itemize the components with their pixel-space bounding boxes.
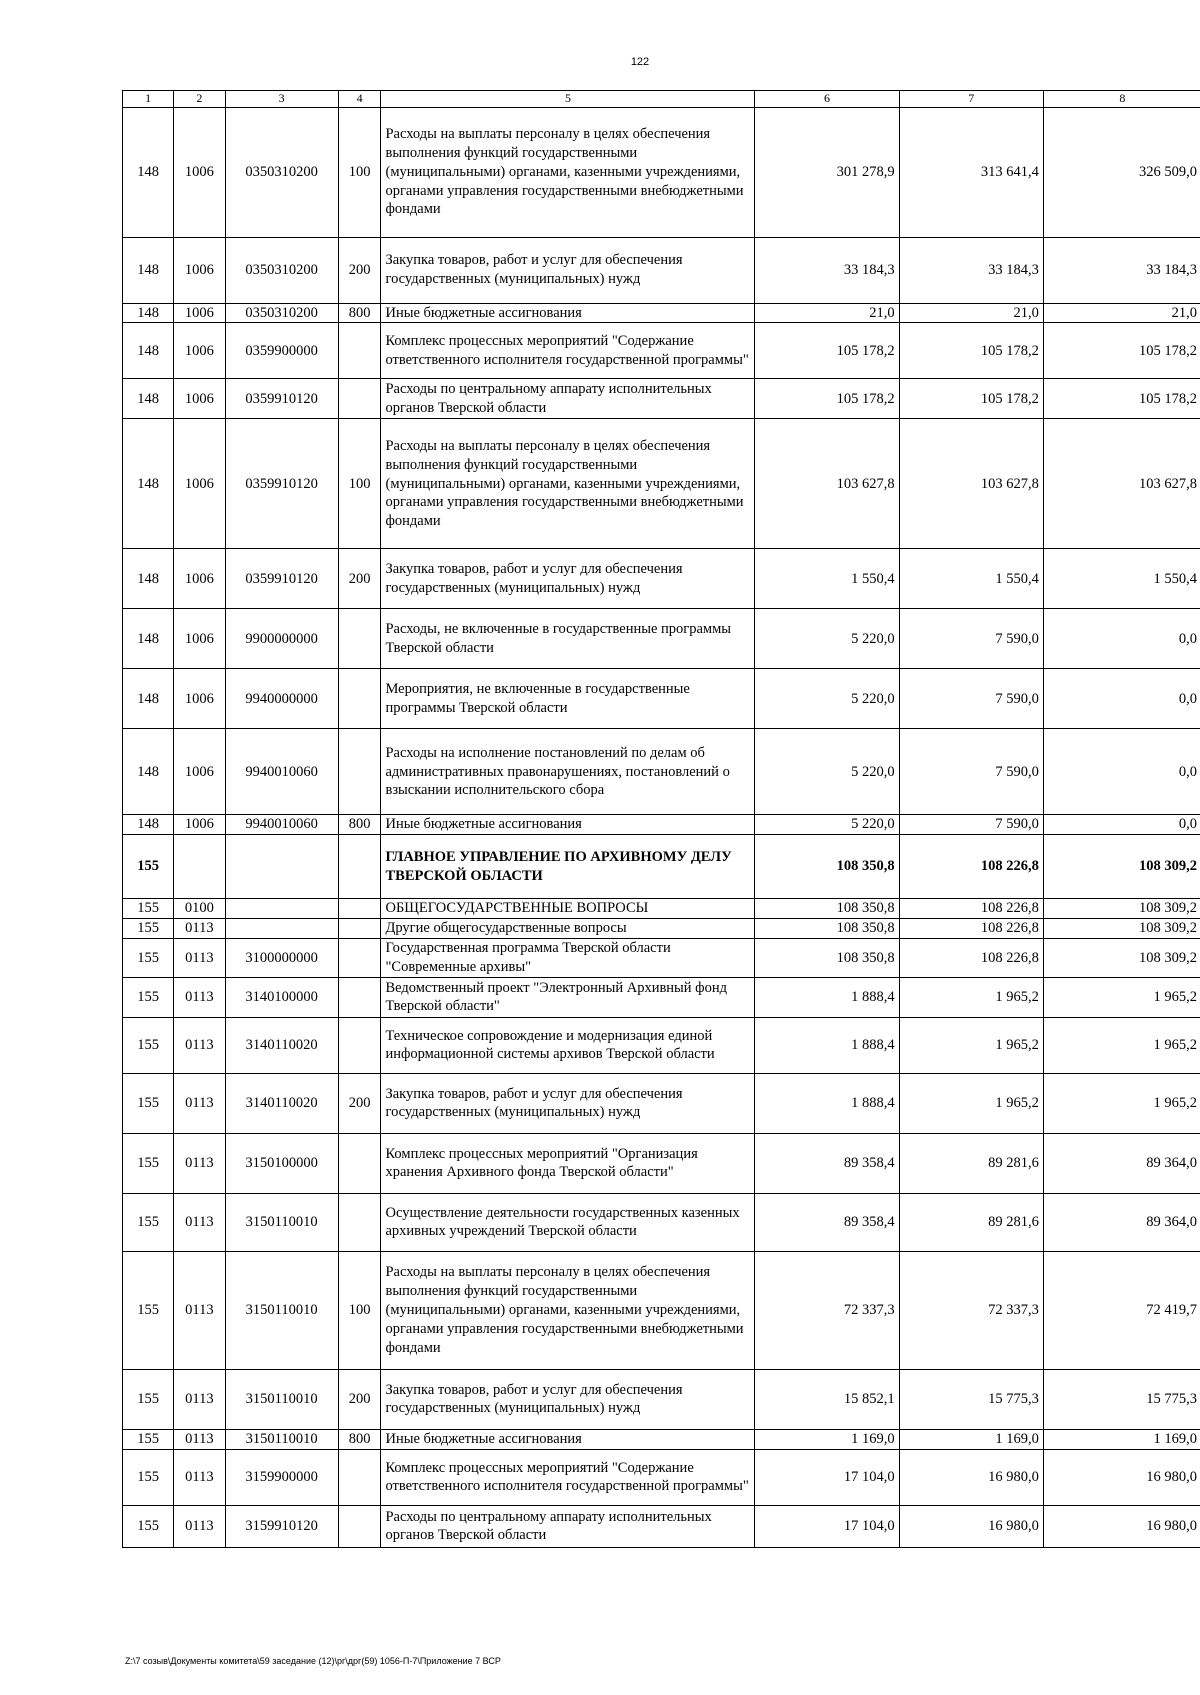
- item-name-cell: Техническое сопровождение и модернизация единой информационной системы архивов Тверской области: [381, 1017, 755, 1073]
- item-name-cell: Закупка товаров, работ и услуг для обеспечения государственных (муниципальных) нужд: [381, 1073, 755, 1133]
- target-article-cell: 0359910120: [225, 549, 338, 609]
- amount-year-2-cell: 7 590,0: [899, 815, 1043, 835]
- table-row: [123, 237, 1200, 303]
- target-article-cell: 9940000000: [225, 669, 338, 729]
- amount-year-3-cell: 105 178,2: [1043, 379, 1200, 419]
- section-code-cell: 1006: [174, 379, 225, 419]
- expense-type-cell: [338, 919, 381, 939]
- col-header-2: 2: [174, 91, 225, 108]
- section-code-cell: [174, 835, 225, 899]
- ved-code-cell: 148: [123, 303, 174, 323]
- amount-year-3-cell: 21,0: [1043, 303, 1200, 323]
- expense-type-cell: 100: [338, 1251, 381, 1369]
- amount-year-3-cell: 1 965,2: [1043, 1017, 1200, 1073]
- amount-year-3-cell: 103 627,8: [1043, 419, 1200, 549]
- expense-type-cell: 800: [338, 303, 381, 323]
- section-code-cell: 0113: [174, 919, 225, 939]
- expense-type-cell: 200: [338, 1369, 381, 1429]
- amount-year-3-cell: 1 965,2: [1043, 1073, 1200, 1133]
- section-code-cell: 0113: [174, 1251, 225, 1369]
- item-name-cell: Комплекс процессных мероприятий "Содержание ответственного исполнителя государственной программы": [381, 323, 755, 379]
- ved-code-cell: 155: [123, 919, 174, 939]
- target-article-cell: 3150110010: [225, 1193, 338, 1251]
- ved-code-cell: 148: [123, 379, 174, 419]
- amount-year-3-cell: 89 364,0: [1043, 1193, 1200, 1251]
- col-header-4: 4: [338, 91, 381, 108]
- ved-code-cell: 155: [123, 1369, 174, 1429]
- item-name-cell: ГЛАВНОЕ УПРАВЛЕНИЕ ПО АРХИВНОМУ ДЕЛУ ТВЕРСКОЙ ОБЛАСТИ: [381, 835, 755, 899]
- table-row: [123, 303, 1200, 323]
- table-row: [123, 107, 1200, 237]
- amount-year-2-cell: 7 590,0: [899, 609, 1043, 669]
- ved-code-cell: 155: [123, 1073, 174, 1133]
- amount-year-2-cell: 33 184,3: [899, 237, 1043, 303]
- col-header-8: 8: [1043, 91, 1200, 108]
- budget-table: [122, 90, 1200, 1548]
- target-article-cell: [225, 835, 338, 899]
- amount-year-1-cell: 17 104,0: [755, 1449, 899, 1505]
- col-header-1: 1: [123, 91, 174, 108]
- amount-year-1-cell: 1 888,4: [755, 977, 899, 1017]
- ved-code-cell: 155: [123, 899, 174, 919]
- ved-code-cell: 148: [123, 609, 174, 669]
- amount-year-1-cell: 1 550,4: [755, 549, 899, 609]
- col-header-6: 6: [755, 91, 899, 108]
- table-row: [123, 419, 1200, 549]
- amount-year-3-cell: 0,0: [1043, 815, 1200, 835]
- target-article-cell: 0350310200: [225, 237, 338, 303]
- section-code-cell: 1006: [174, 609, 225, 669]
- expense-type-cell: 800: [338, 1429, 381, 1449]
- amount-year-2-cell: 16 980,0: [899, 1505, 1043, 1547]
- amount-year-1-cell: 89 358,4: [755, 1193, 899, 1251]
- section-code-cell: 1006: [174, 669, 225, 729]
- item-name-cell: Закупка товаров, работ и услуг для обеспечения государственных (муниципальных) нужд: [381, 549, 755, 609]
- table-row: [123, 729, 1200, 815]
- amount-year-1-cell: 72 337,3: [755, 1251, 899, 1369]
- expense-type-cell: [338, 1193, 381, 1251]
- amount-year-3-cell: 108 309,2: [1043, 939, 1200, 978]
- section-code-cell: 0100: [174, 899, 225, 919]
- amount-year-2-cell: 108 226,8: [899, 939, 1043, 978]
- expense-type-cell: [338, 939, 381, 978]
- amount-year-3-cell: 0,0: [1043, 729, 1200, 815]
- table-row: [123, 919, 1200, 939]
- table-row: [123, 1251, 1200, 1369]
- table-row: [123, 815, 1200, 835]
- amount-year-3-cell: 1 965,2: [1043, 977, 1200, 1017]
- expense-type-cell: 800: [338, 815, 381, 835]
- amount-year-3-cell: 108 309,2: [1043, 919, 1200, 939]
- item-name-cell: Иные бюджетные ассигнования: [381, 303, 755, 323]
- section-code-cell: 0113: [174, 1449, 225, 1505]
- expense-type-cell: [338, 899, 381, 919]
- section-code-cell: 1006: [174, 323, 225, 379]
- ved-code-cell: 155: [123, 1193, 174, 1251]
- amount-year-1-cell: 105 178,2: [755, 379, 899, 419]
- amount-year-3-cell: 105 178,2: [1043, 323, 1200, 379]
- amount-year-3-cell: 1 169,0: [1043, 1429, 1200, 1449]
- amount-year-3-cell: 33 184,3: [1043, 237, 1200, 303]
- amount-year-1-cell: 301 278,9: [755, 107, 899, 237]
- amount-year-2-cell: 108 226,8: [899, 835, 1043, 899]
- ved-code-cell: 148: [123, 669, 174, 729]
- target-article-cell: 3159910120: [225, 1505, 338, 1547]
- amount-year-2-cell: 1 965,2: [899, 1073, 1043, 1133]
- col-header-7: 7: [899, 91, 1043, 108]
- expense-type-cell: 200: [338, 549, 381, 609]
- table-row: [123, 1073, 1200, 1133]
- table-row: [123, 1193, 1200, 1251]
- item-name-cell: Комплекс процессных мероприятий "Содержание ответственного исполнителя государственной программы": [381, 1449, 755, 1505]
- table-row: [123, 1133, 1200, 1193]
- target-article-cell: 3150110010: [225, 1429, 338, 1449]
- table-body: [123, 107, 1200, 1547]
- amount-year-3-cell: 0,0: [1043, 669, 1200, 729]
- amount-year-3-cell: 72 419,7: [1043, 1251, 1200, 1369]
- table-row: [123, 1369, 1200, 1429]
- amount-year-2-cell: 108 226,8: [899, 919, 1043, 939]
- ved-code-cell: 155: [123, 1505, 174, 1547]
- item-name-cell: Расходы на выплаты персоналу в целях обеспечения выполнения функций государственными (муниципальными) органами, казенными учреждениями, органами управления государственными внебюджетными фондами: [381, 1251, 755, 1369]
- ved-code-cell: 155: [123, 1251, 174, 1369]
- amount-year-2-cell: 103 627,8: [899, 419, 1043, 549]
- target-article-cell: 0350310200: [225, 107, 338, 237]
- ved-code-cell: 148: [123, 815, 174, 835]
- expense-type-cell: [338, 977, 381, 1017]
- amount-year-2-cell: 1 169,0: [899, 1429, 1043, 1449]
- amount-year-1-cell: 108 350,8: [755, 919, 899, 939]
- section-code-cell: 0113: [174, 1505, 225, 1547]
- amount-year-2-cell: 16 980,0: [899, 1449, 1043, 1505]
- item-name-cell: Иные бюджетные ассигнования: [381, 815, 755, 835]
- ved-code-cell: 155: [123, 1133, 174, 1193]
- expense-type-cell: [338, 379, 381, 419]
- ved-code-cell: 148: [123, 549, 174, 609]
- footer-file-path: Z:\7 созыв\Документы комитета\59 заседание (12)\рг\дрг(59) 1056-П-7\Приложение 7 ВСР: [125, 1656, 501, 1666]
- item-name-cell: Расходы на выплаты персоналу в целях обеспечения выполнения функций государственными (муниципальными) органами, казенными учреждениями, органами управления государственными внебюджетными фондами: [381, 107, 755, 237]
- amount-year-3-cell: 0,0: [1043, 609, 1200, 669]
- col-header-5: 5: [381, 91, 755, 108]
- section-code-cell: 0113: [174, 1073, 225, 1133]
- amount-year-2-cell: 21,0: [899, 303, 1043, 323]
- amount-year-1-cell: 89 358,4: [755, 1133, 899, 1193]
- amount-year-1-cell: 105 178,2: [755, 323, 899, 379]
- amount-year-1-cell: 108 350,8: [755, 899, 899, 919]
- item-name-cell: Расходы, не включенные в государственные программы Тверской области: [381, 609, 755, 669]
- amount-year-3-cell: 326 509,0: [1043, 107, 1200, 237]
- table-row: [123, 977, 1200, 1017]
- target-article-cell: 3150110010: [225, 1251, 338, 1369]
- table-row: [123, 669, 1200, 729]
- section-code-cell: 0113: [174, 1193, 225, 1251]
- amount-year-2-cell: 108 226,8: [899, 899, 1043, 919]
- amount-year-1-cell: 1 888,4: [755, 1073, 899, 1133]
- item-name-cell: ОБЩЕГОСУДАРСТВЕННЫЕ ВОПРОСЫ: [381, 899, 755, 919]
- amount-year-2-cell: 7 590,0: [899, 669, 1043, 729]
- ved-code-cell: 148: [123, 237, 174, 303]
- amount-year-2-cell: 15 775,3: [899, 1369, 1043, 1429]
- table-row: [123, 899, 1200, 919]
- expense-type-cell: [338, 323, 381, 379]
- amount-year-1-cell: 103 627,8: [755, 419, 899, 549]
- expense-type-cell: 200: [338, 1073, 381, 1133]
- amount-year-1-cell: 21,0: [755, 303, 899, 323]
- section-code-cell: 1006: [174, 107, 225, 237]
- ved-code-cell: 155: [123, 835, 174, 899]
- item-name-cell: Иные бюджетные ассигнования: [381, 1429, 755, 1449]
- amount-year-1-cell: 5 220,0: [755, 815, 899, 835]
- target-article-cell: 3100000000: [225, 939, 338, 978]
- item-name-cell: Расходы по центральному аппарату исполнительных органов Тверской области: [381, 1505, 755, 1547]
- target-article-cell: 3140110020: [225, 1073, 338, 1133]
- amount-year-2-cell: 72 337,3: [899, 1251, 1043, 1369]
- target-article-cell: 9940010060: [225, 815, 338, 835]
- amount-year-1-cell: 15 852,1: [755, 1369, 899, 1429]
- item-name-cell: Закупка товаров, работ и услуг для обеспечения государственных (муниципальных) нужд: [381, 1369, 755, 1429]
- amount-year-1-cell: 1 169,0: [755, 1429, 899, 1449]
- section-code-cell: 1006: [174, 237, 225, 303]
- table-row: [123, 1017, 1200, 1073]
- item-name-cell: Расходы на выплаты персоналу в целях обеспечения выполнения функций государственными (муниципальными) органами, казенными учреждениями, органами управления государственными внебюджетными фондами: [381, 419, 755, 549]
- amount-year-1-cell: 5 220,0: [755, 729, 899, 815]
- item-name-cell: Ведомственный проект "Электронный Архивный фонд Тверской области": [381, 977, 755, 1017]
- ved-code-cell: 148: [123, 729, 174, 815]
- amount-year-2-cell: 1 550,4: [899, 549, 1043, 609]
- target-article-cell: 3159900000: [225, 1449, 338, 1505]
- expense-type-cell: [338, 1017, 381, 1073]
- item-name-cell: Закупка товаров, работ и услуг для обеспечения государственных (муниципальных) нужд: [381, 237, 755, 303]
- target-article-cell: 0350310200: [225, 303, 338, 323]
- ved-code-cell: 155: [123, 1017, 174, 1073]
- table-row: [123, 939, 1200, 978]
- amount-year-3-cell: 108 309,2: [1043, 899, 1200, 919]
- amount-year-3-cell: 15 775,3: [1043, 1369, 1200, 1429]
- item-name-cell: Другие общегосударственные вопросы: [381, 919, 755, 939]
- item-name-cell: Государственная программа Тверской области "Современные архивы": [381, 939, 755, 978]
- amount-year-2-cell: 313 641,4: [899, 107, 1043, 237]
- page-number: 122: [630, 56, 650, 68]
- expense-type-cell: [338, 835, 381, 899]
- amount-year-3-cell: 89 364,0: [1043, 1133, 1200, 1193]
- section-code-cell: 0113: [174, 939, 225, 978]
- target-article-cell: 0359910120: [225, 419, 338, 549]
- header-row: [123, 91, 1200, 108]
- section-code-cell: 1006: [174, 549, 225, 609]
- table-row: [123, 835, 1200, 899]
- target-article-cell: 9940010060: [225, 729, 338, 815]
- section-code-cell: 0113: [174, 1133, 225, 1193]
- amount-year-1-cell: 5 220,0: [755, 669, 899, 729]
- ved-code-cell: 148: [123, 419, 174, 549]
- section-code-cell: 1006: [174, 815, 225, 835]
- amount-year-1-cell: 33 184,3: [755, 237, 899, 303]
- amount-year-2-cell: 1 965,2: [899, 1017, 1043, 1073]
- amount-year-1-cell: 108 350,8: [755, 939, 899, 978]
- ved-code-cell: 155: [123, 1449, 174, 1505]
- section-code-cell: 0113: [174, 1369, 225, 1429]
- section-code-cell: 1006: [174, 729, 225, 815]
- item-name-cell: Осуществление деятельности государственных казенных архивных учреждений Тверской области: [381, 1193, 755, 1251]
- target-article-cell: 3150110010: [225, 1369, 338, 1429]
- item-name-cell: Комплекс процессных мероприятий "Организация хранения Архивного фонда Тверской области": [381, 1133, 755, 1193]
- expense-type-cell: [338, 1449, 381, 1505]
- table-row: [123, 379, 1200, 419]
- amount-year-2-cell: 1 965,2: [899, 977, 1043, 1017]
- section-code-cell: 0113: [174, 1017, 225, 1073]
- ved-code-cell: 155: [123, 1429, 174, 1449]
- amount-year-2-cell: 7 590,0: [899, 729, 1043, 815]
- table-row: [123, 609, 1200, 669]
- target-article-cell: 3140110020: [225, 1017, 338, 1073]
- amount-year-3-cell: 108 309,2: [1043, 835, 1200, 899]
- target-article-cell: [225, 899, 338, 919]
- section-code-cell: 1006: [174, 303, 225, 323]
- expense-type-cell: 100: [338, 107, 381, 237]
- table-row: [123, 323, 1200, 379]
- amount-year-3-cell: 16 980,0: [1043, 1505, 1200, 1547]
- section-code-cell: 0113: [174, 977, 225, 1017]
- col-header-3: 3: [225, 91, 338, 108]
- ved-code-cell: 155: [123, 977, 174, 1017]
- section-code-cell: 1006: [174, 419, 225, 549]
- ved-code-cell: 148: [123, 323, 174, 379]
- amount-year-3-cell: 16 980,0: [1043, 1449, 1200, 1505]
- expense-type-cell: [338, 1133, 381, 1193]
- amount-year-2-cell: 89 281,6: [899, 1133, 1043, 1193]
- expense-type-cell: [338, 1505, 381, 1547]
- amount-year-2-cell: 89 281,6: [899, 1193, 1043, 1251]
- amount-year-1-cell: 17 104,0: [755, 1505, 899, 1547]
- expense-type-cell: [338, 609, 381, 669]
- amount-year-1-cell: 108 350,8: [755, 835, 899, 899]
- expense-type-cell: 100: [338, 419, 381, 549]
- amount-year-1-cell: 1 888,4: [755, 1017, 899, 1073]
- target-article-cell: 9900000000: [225, 609, 338, 669]
- expense-type-cell: [338, 669, 381, 729]
- amount-year-2-cell: 105 178,2: [899, 379, 1043, 419]
- section-code-cell: 0113: [174, 1429, 225, 1449]
- table-row: [123, 1429, 1200, 1449]
- expense-type-cell: 200: [338, 237, 381, 303]
- target-article-cell: 0359910120: [225, 379, 338, 419]
- item-name-cell: Расходы на исполнение постановлений по делам об административных правонарушениях, постановлений о взыскании исполнительского сбора: [381, 729, 755, 815]
- item-name-cell: Мероприятия, не включенные в государственные программы Тверской области: [381, 669, 755, 729]
- target-article-cell: 0359900000: [225, 323, 338, 379]
- table-row: [123, 1449, 1200, 1505]
- ved-code-cell: 155: [123, 939, 174, 978]
- target-article-cell: 3150100000: [225, 1133, 338, 1193]
- expense-type-cell: [338, 729, 381, 815]
- amount-year-3-cell: 1 550,4: [1043, 549, 1200, 609]
- item-name-cell: Расходы по центральному аппарату исполнительных органов Тверской области: [381, 379, 755, 419]
- target-article-cell: 3140100000: [225, 977, 338, 1017]
- table-row: [123, 1505, 1200, 1547]
- target-article-cell: [225, 919, 338, 939]
- amount-year-2-cell: 105 178,2: [899, 323, 1043, 379]
- table-row: [123, 549, 1200, 609]
- ved-code-cell: 148: [123, 107, 174, 237]
- amount-year-1-cell: 5 220,0: [755, 609, 899, 669]
